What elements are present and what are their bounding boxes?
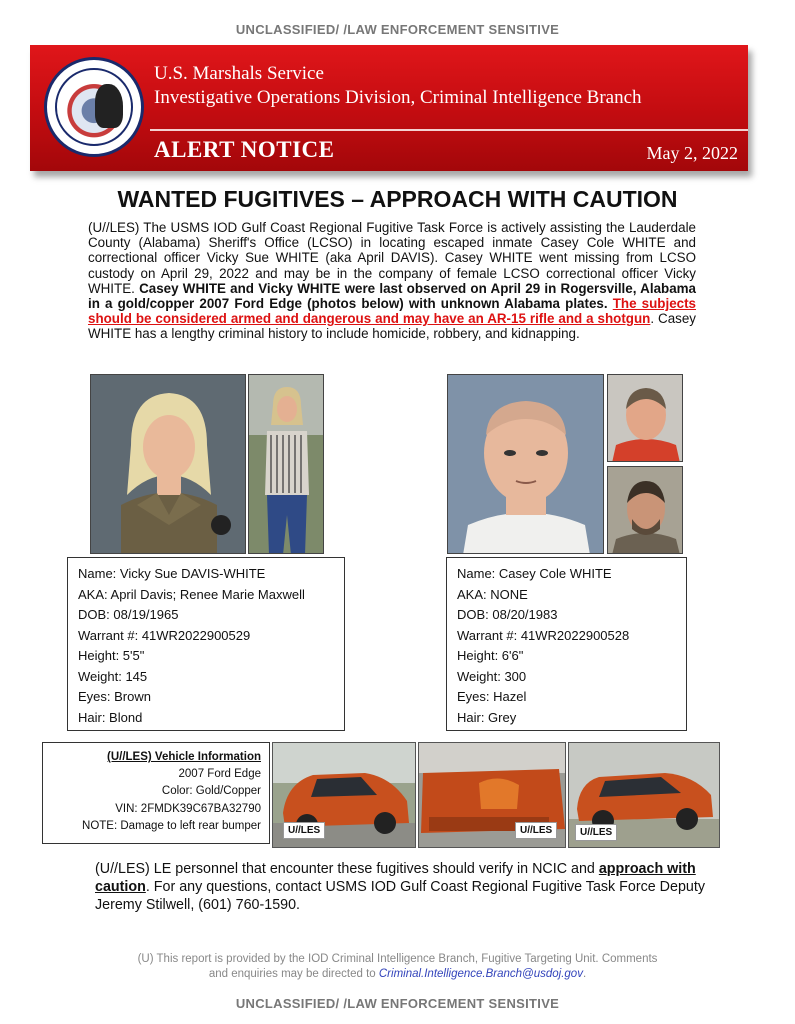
vicky-aka: AKA: April Davis; Renee Marie Maxwell: [78, 586, 305, 602]
vicky-height: Height: 5'5": [78, 648, 145, 663]
casey-aka: AKA: NONE: [457, 586, 528, 602]
casey-dob: DOB: 08/20/1983: [457, 607, 558, 622]
casey-photo-3: [607, 466, 683, 554]
casey-warrant: Warrant #: 41WR2022900528: [457, 627, 630, 643]
vehicle-photo-side: [568, 742, 720, 848]
intro-bold-text: Casey WHITE and Vicky WHITE were last observed on April 29 in Rogersville, Alabama in a gold/copper 2007 Ford Edge (photos below) with unknown Alabama plates.: [88, 280, 696, 312]
closing-emphasis: approach with caution: [95, 861, 696, 895]
contact-email-link[interactable]: Criminal.Intelligence.Branch@usdoj.gov: [378, 968, 583, 980]
photo-classification-tag: U//LES: [575, 824, 617, 841]
intro-text: (U//LES) The USMS IOD Gulf Coast Regional Fugitive Task Force is actively assisting the Lauderdale County (Alabama) Sheriff's Office (LCSO) in locating escaped inmate Casey Cole WHITE and correctional officer Vicky Sue WHITE (aka April DAVIS). Casey WHITE went missing from LCSO custody on April 29, 2022 and may be in the company of female LCSO correctional officer Vicky WHITE.: [88, 220, 696, 296]
casey-photo-2: [607, 374, 683, 462]
vehicle-info-box: [42, 742, 270, 844]
page-headline: WANTED FUGITIVES – APPROACH WITH CAUTION: [117, 186, 678, 212]
intro-warning-text: The subjects should be considered armed and dangerous and may have an AR-15 rifle and a shotgun: [88, 296, 696, 327]
casey-eyes: Eyes: Hazel: [457, 689, 527, 704]
footer-period: .: [582, 968, 587, 980]
alert-notice-title: ALERT NOTICE: [154, 137, 335, 162]
vicky-fullbody-photo: [248, 374, 324, 554]
footer-line-1: (U) This report is provided by the IOD Criminal Intelligence Branch, Fugitive Targeting Unit. Comments: [137, 953, 658, 965]
classification-marking-top: UNCLASSIFIED/ /LAW ENFORCEMENT SENSITIVE: [235, 22, 560, 37]
closing-text: (U//LES) LE personnel that encounter these fugitives should verify in NCIC and: [95, 861, 599, 877]
casey-height: Height: 6'6": [457, 648, 524, 663]
vicky-eyes: Eyes: Brown: [78, 689, 151, 704]
usms-seal-icon: [44, 57, 144, 157]
casey-booking-photo: [447, 374, 604, 554]
closing-paragraph: [95, 860, 715, 914]
banner-divider: [150, 129, 748, 131]
vehicle-photo-front: [272, 742, 416, 848]
vicky-weight: Weight: 145: [78, 668, 148, 684]
division-name: Investigative Operations Division, Criminal Intelligence Branch: [154, 87, 642, 108]
footer-note: [0, 952, 795, 982]
vehicle-note: NOTE: Damage to left rear bumper: [82, 819, 261, 832]
alert-banner: [30, 45, 748, 171]
closing-text-end: . For any questions, contact USMS IOD Gulf Coast Regional Fugitive Task Force Deputy Jeremy Stilwell, (601) 760-1590.: [95, 879, 705, 913]
vicky-portrait-photo: [90, 374, 246, 554]
vicky-info-box: [67, 557, 345, 731]
casey-name: Name: Casey Cole WHITE: [457, 566, 612, 581]
casey-info-box: [446, 557, 687, 731]
photo-classification-tag: U//LES: [515, 822, 557, 839]
footer-line-2: and enquiries may be directed to: [208, 968, 379, 980]
agency-name: U.S. Marshals Service: [154, 63, 324, 84]
photo-classification-tag: U//LES: [283, 822, 325, 839]
casey-hair: Hair: Grey: [457, 709, 517, 725]
vicky-hair: Hair: Blond: [78, 709, 143, 725]
vehicle-color: Color: Gold/Copper: [161, 785, 261, 798]
alert-date: May 2, 2022: [646, 143, 738, 163]
vehicle-info-title: (U//LES) Vehicle Information: [107, 751, 261, 763]
vehicle-vin: VIN: 2FMDK39C67BA32790: [115, 802, 261, 815]
vehicle-photo-rear-damage: [418, 742, 566, 848]
intro-text-end: . Casey WHITE has a lengthy criminal history to include homicide, robbery, and kidnapping.: [88, 311, 696, 342]
vicky-name: Name: Vicky Sue DAVIS-WHITE: [78, 566, 266, 581]
casey-weight: Weight: 300: [457, 668, 527, 684]
vehicle-model: 2007 Ford Edge: [178, 768, 261, 781]
intro-paragraph: [88, 220, 696, 342]
vicky-dob: DOB: 08/19/1965: [78, 607, 179, 622]
vicky-warrant: Warrant #: 41WR2022900529: [78, 627, 251, 643]
classification-marking-bottom: UNCLASSIFIED/ /LAW ENFORCEMENT SENSITIVE: [235, 996, 560, 1011]
